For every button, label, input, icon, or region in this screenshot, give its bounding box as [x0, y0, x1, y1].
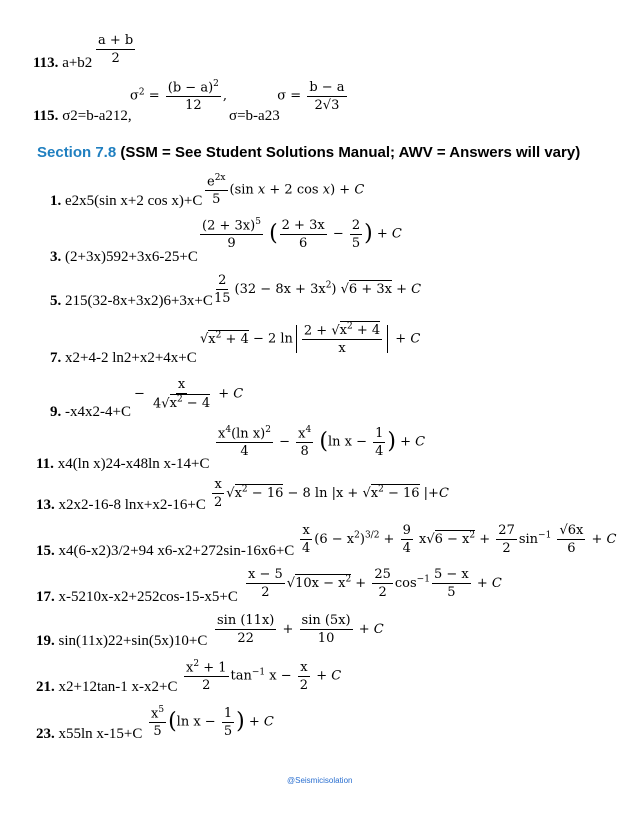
problem-9: [50, 404, 131, 421]
problem-number: 3.: [50, 249, 62, 265]
problem-number: 7.: [50, 350, 62, 366]
problem-17: [36, 589, 238, 606]
problem-19: [36, 633, 207, 650]
problem-number: 19.: [36, 633, 55, 649]
problem-number: 11.: [36, 456, 54, 472]
formula-7: $√x^2 + 4 - 2$ ln $\frac{2 + √x^2 + 4}{x}$ + C: [200, 322, 421, 357]
formula-17: $\frac{x - 5}{2}$ $√10x - x^2$ + $\frac{25}{2}$ $\cos^{-1}$ $\frac{5 - x}{5}$ + C: [248, 567, 502, 600]
formula-113: $\frac{a + b}{2}$: [98, 33, 134, 66]
problem-number: 13.: [36, 497, 55, 513]
section-note: (SSM = See Student Solutions Manual; AWV = Answers will vary): [120, 144, 581, 161]
problem-text: x4(6-x2)3/2+94 x6-x2+272sin-16x6+C: [58, 543, 295, 559]
problem-number: 1.: [50, 193, 62, 209]
problem-text: x4(ln x)24-x48ln x-14+C: [57, 456, 210, 472]
problem-text: x2+4-2 ln2+x2+4x+C: [65, 350, 197, 366]
problem-number: 23.: [36, 726, 55, 742]
problem-number: 5.: [50, 293, 62, 309]
watermark: @Seismicisolation: [287, 776, 353, 785]
problem-11: [36, 456, 209, 473]
problem-text: x2+12tan-1 x-x2+C: [58, 679, 178, 695]
formula-21: $\frac{x^2 + 1}{2}$ $\tan^{-1} x$ − $\frac{x}{2}$ + C: [186, 659, 342, 694]
problem-23: [36, 726, 142, 743]
problem-text: a+b2: [62, 55, 93, 71]
problem-number: 113.: [33, 55, 59, 71]
problem-text: x2x2-16-8 lnx+x2-16+C: [58, 497, 206, 513]
problem-3: [50, 249, 198, 266]
formula-13: $\frac{x}{2}$ $√x^2 - 16 - 8$ $\ln |x + √x^2 - 16$ |+C: [214, 477, 449, 510]
problem-number: 21.: [36, 679, 55, 695]
formula-115: $\sigma^2$ = $\frac{(b - a)^2}{12}$ , σ = $\frac{b - a}{2√3}$: [130, 79, 345, 114]
formula-3: $\frac{(2 + 3x)^5}{9}$ ( $\frac{2 + 3x}{6}$ − $\frac{2}{5}$ ) + C: [202, 217, 402, 252]
problem-text: x-5210x-x2+252cos-15-x5+C: [58, 589, 238, 605]
formula-23: $\frac{x^5}{5}$ (ln x − $\frac{1}{5}$ ) + C: [151, 705, 274, 740]
problem-1: [50, 193, 202, 210]
problem-text: 215(32-8x+3x2)6+3x+C: [65, 293, 213, 309]
formula-19: $\frac{\sin (11x)}{22}$ + $\frac{\sin (5x)}{10}$ + C: [217, 613, 384, 646]
problem-7: [50, 350, 197, 367]
problem-text: -x4x2-4+C: [65, 404, 131, 420]
problem-115: [33, 108, 132, 125]
problem-text: sin(11x)22+sin(5x)10+C: [58, 633, 208, 649]
problem-113: [33, 55, 92, 72]
problem-number: 9.: [50, 404, 62, 420]
problem-21: [36, 679, 178, 696]
problem-number: 15.: [36, 543, 55, 559]
problem-13: [36, 497, 206, 514]
formula-11: $\frac{x^4(\ln x)^2}{4}$ − $\frac{x^4}{8}$ (ln x − $\frac{1}{4}$ ) + C: [218, 425, 426, 460]
problem-text: e2x5(sin x+2 cos x)+C: [65, 193, 203, 209]
formula-1: $\frac{e^{2x}}{5}$ (sin x + 2 cos x) + C: [207, 173, 365, 208]
problem-number: 17.: [36, 589, 55, 605]
problem-text: σ2=b-a212,: [62, 108, 132, 124]
section-heading: [37, 144, 580, 161]
section-link[interactable]: Section 7.8: [37, 144, 117, 161]
formula-15: $\frac{x}{4}$ $(6 - x^2)^{3/2}$ + $\frac{9}{4}$ $x√6 - x^2$ + $\frac{27}{2}$ $\sin^{-1}$ $\frac{√6x}{6}$ + C: [302, 523, 617, 556]
problem-text: (2+3x)592+3x6-25+C: [65, 249, 198, 265]
problem-115-extra: σ=b-a23: [229, 108, 280, 124]
formula-5: $\frac{2}{15}$ $(32 - 8x + 3x^2)$ √6 + 3x + C: [214, 273, 422, 306]
problem-number: 115.: [33, 108, 59, 124]
problem-5: [50, 293, 213, 310]
problem-15: [36, 543, 294, 560]
formula-9: − $\frac{x}{4√x^2 - 4}$ + C: [134, 377, 244, 412]
problem-text: x55ln x-15+C: [58, 726, 143, 742]
